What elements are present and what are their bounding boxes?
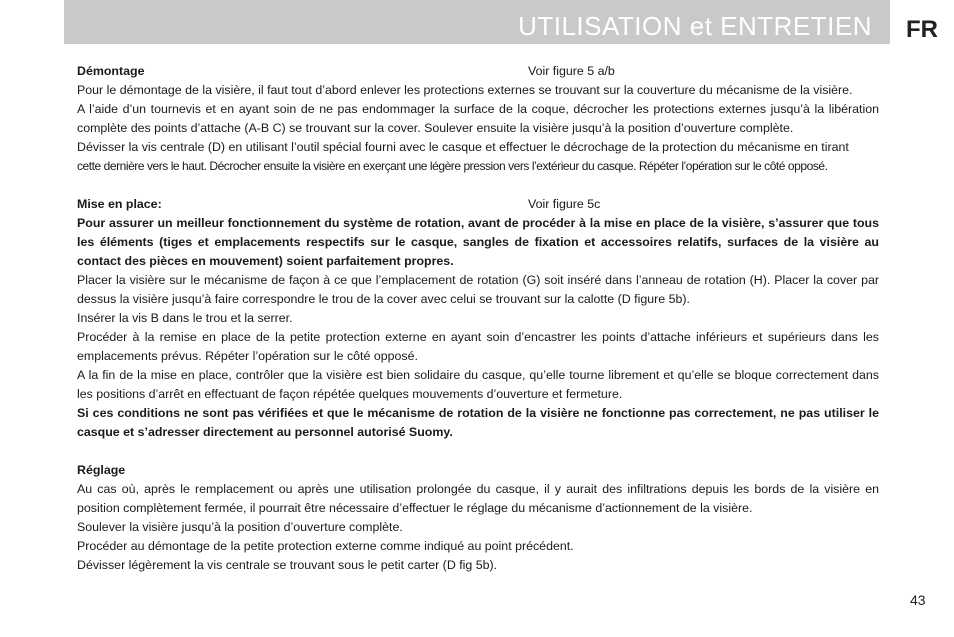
section-title: Réglage xyxy=(77,463,126,477)
page-title: UTILISATION et ENTRETIEN xyxy=(518,11,872,41)
paragraph: Pour le démontage de la visière, il faut tout d’abord enlever les protections externes se trouvant sur la couverture du mécanisme de la visière. xyxy=(77,83,853,97)
paragraph-bold: Pour assurer un meilleur fonctionnement du système de rotation, avant de procéder à la mise en place de la visière, s’assurer que tous les éléments (tiges et emplacements respectifs sur le casque, sangles de fixation et accessoires relatifs, surfaces de la visière au contact des pièces en mouvement) soient parfaitement propres. xyxy=(77,216,879,268)
paragraph: Placer la visière sur le mécanisme de façon à ce que l’emplacement de rotation (G) soit inséré dans l’anneau de rotation (H). Placer la cover par dessus la visière jusqu’à faire correspondre le trou de la cover avec celui se trouvant sur la calotte (D figure 5b). xyxy=(77,273,879,306)
section-mise-en-place xyxy=(77,195,879,442)
language-badge: FR xyxy=(906,16,938,43)
paragraph: Dévisser la vis centrale (D) en utilisant l’outil spécial fourni avec le casque et effectuer le décrochage de la protection du mécanisme en tirant xyxy=(77,140,849,154)
section-spacer xyxy=(77,442,879,461)
warning-paragraph: Si ces conditions ne sont pas vérifiées et que le mécanisme de rotation de la visière ne fonctionne pas correctement, ne pas utiliser le casque et s’adresser directement au personnel autorisé Suomy. xyxy=(77,406,879,439)
paragraph: cette dernière vers le haut. Décrocher ensuite la visière en exerçant une légère pression vers l’extérieur du casque. Répéter l’opération sur le côté opposé. xyxy=(77,159,828,173)
section-title: Démontage xyxy=(77,64,145,78)
section-demontage xyxy=(77,62,879,176)
section-heading-row xyxy=(77,195,879,214)
header-bar xyxy=(64,0,890,44)
paragraph: Insérer la vis B dans le trou et la serrer. xyxy=(77,311,293,325)
document-body xyxy=(77,62,879,575)
page-number: 43 xyxy=(910,592,926,608)
paragraph: A la fin de la mise en place, contrôler que la visière est bien solidaire du casque, qu’elle tourne librement et qu’elle se bloque correctement dans les positions d’arrêt en effectuant de façon répétée quelques mouvements d’ouverture et fermeture. xyxy=(77,368,879,401)
figure-reference: Voir figure 5 a/b xyxy=(528,64,615,78)
section-heading-row xyxy=(77,62,879,81)
paragraph: Au cas où, après le remplacement ou après une utilisation prolongée du casque, il y aurait des infiltrations depuis les bords de la visière en position complètement fermée, il pourrait être nécessaire d’effectuer le réglage du mécanisme d’actionnement de la visière. xyxy=(77,482,879,515)
paragraph: A l’aide d’un tournevis et en ayant soin de ne pas endommager la surface de la coque, décrocher les protections externes jusqu’à la libération complète des points d’attache (A-B C) se trouvant sur la cover. Soulever ensuite la visière jusqu’à la position d’ouverture complète. xyxy=(77,102,879,135)
paragraph: Soulever la visière jusqu’à la position d’ouverture complète. xyxy=(77,520,403,534)
section-spacer xyxy=(77,176,879,195)
paragraph: Dévisser légèrement la vis centrale se trouvant sous le petit carter (D fig 5b). xyxy=(77,558,498,572)
paragraph: Procéder au démontage de la petite protection externe comme indiqué au point précédent. xyxy=(77,539,574,553)
paragraph: Procéder à la remise en place de la petite protection externe en ayant soin d’encastrer les points d’attache inférieurs et supérieurs dans les emplacements prévus. Répéter l’opération sur le côté opposé. xyxy=(77,330,879,363)
section-title: Mise en place: xyxy=(77,197,162,211)
figure-reference: Voir figure 5c xyxy=(528,197,601,211)
section-heading-row xyxy=(77,461,879,480)
section-reglage xyxy=(77,461,879,575)
